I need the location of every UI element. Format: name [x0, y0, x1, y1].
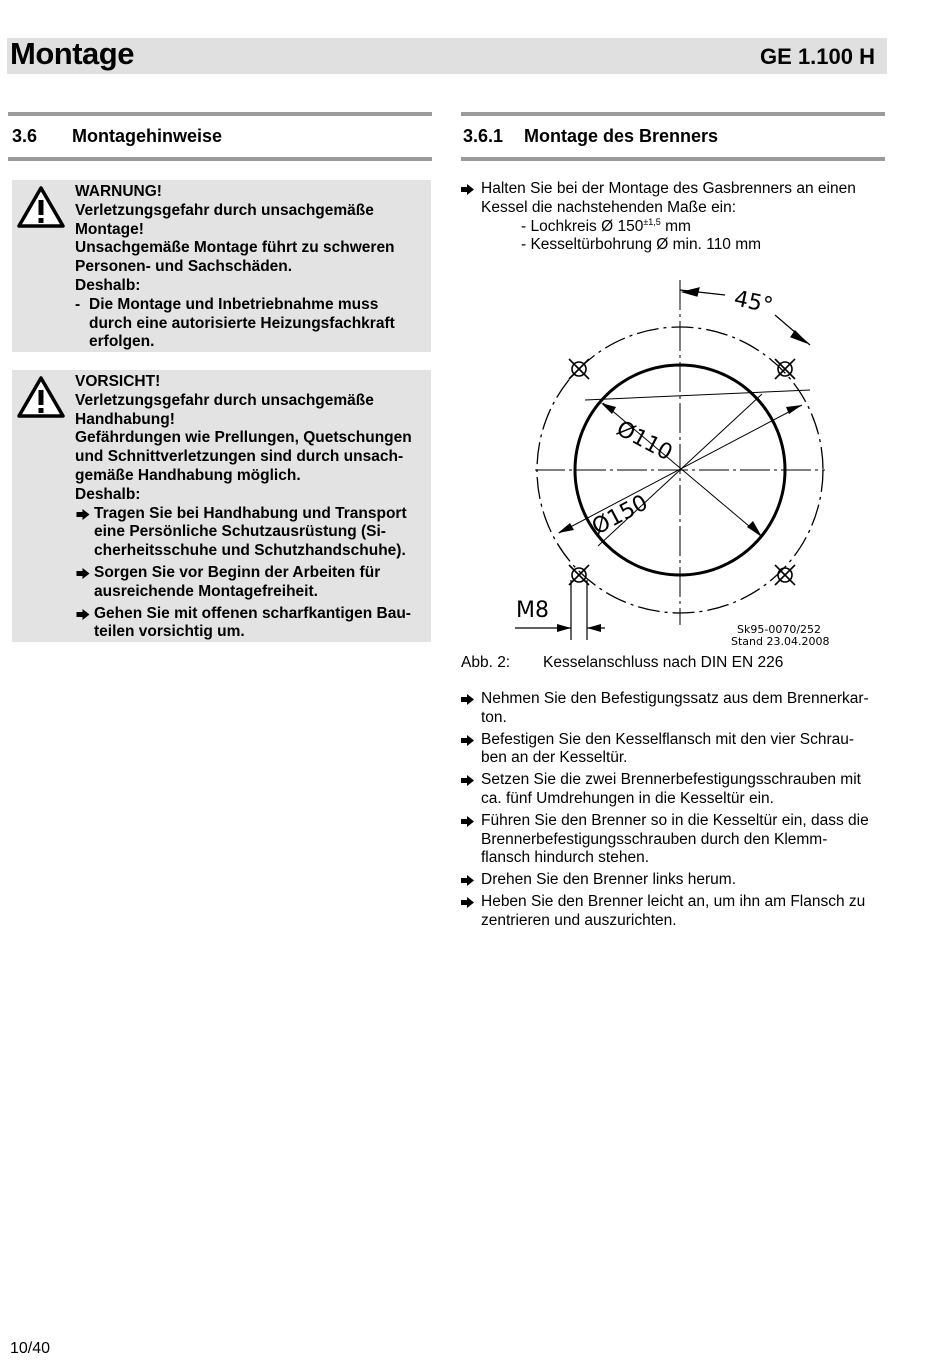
outer-diameter-label: Ø150: [588, 490, 653, 541]
warning-action-line: durch eine autorisierte Heizungsfachkraft: [89, 314, 395, 332]
caution-line: Deshalb:: [75, 485, 141, 503]
caution-box: [12, 370, 431, 642]
step-line: Befestigen Sie den Kesselflansch mit den vier Schrau-: [481, 730, 855, 748]
subsection-rule-top: [461, 112, 885, 116]
subsection-number: 3.6.1: [463, 126, 504, 146]
caution-line: Gefährdungen wie Prellungen, Quetschungen: [75, 429, 412, 447]
model-code: GE 1.100 H: [760, 44, 875, 69]
step-item: [461, 731, 891, 769]
caution-action-item: [75, 564, 427, 602]
step-line: zentrieren und auszurichten.: [481, 911, 677, 929]
angle-label: 45°: [731, 286, 776, 319]
step-line: Führen Sie den Brenner so in die Kesseltür ein, dass die: [481, 811, 869, 829]
intro-step: [461, 180, 891, 258]
intro-item: [461, 180, 891, 255]
caution-line: gemäße Handhabung möglich.: [75, 466, 301, 484]
caution-line: Verletzungsgefahr durch unsachgemäße: [75, 391, 374, 409]
warning-line: Montage!: [75, 220, 144, 238]
hole-circle-text: - Lochkreis Ø 150: [521, 217, 644, 235]
subsection-title: Montage des Brenners: [524, 126, 719, 146]
section-heading: [12, 126, 223, 147]
step-line: Nehmen Sie den Befestigungssatz aus dem Brennerkar-: [481, 690, 869, 707]
page-title: Montage: [10, 36, 134, 71]
arrow-right-icon: [461, 694, 474, 705]
header-bar: [7, 38, 887, 74]
page-number: 10/40: [10, 1340, 51, 1357]
arrow-right-icon: [461, 775, 474, 786]
step-item: [461, 690, 891, 728]
arrow-right-icon: [75, 609, 91, 620]
hole-circle-unit: mm: [660, 217, 691, 235]
warning-box: [12, 180, 431, 352]
caution-line: Handhabung!: [75, 410, 175, 428]
caution-triangle-icon: [16, 375, 66, 419]
warning-action-line: erfolgen.: [89, 333, 155, 351]
arrow-right-icon: [75, 509, 91, 520]
step-line: Setzen Sie die zwei Brennerbefestigungsschrauben mit: [481, 771, 861, 789]
step-line: ca. fünf Umdrehungen in die Kesseltür ein.: [481, 789, 774, 807]
caution-action-line: teilen vorsichtig um.: [94, 623, 245, 641]
subsection-heading: [463, 126, 719, 147]
caution-action-line: cherheitsschuhe und Schutzhandschuhe).: [94, 542, 406, 560]
caption-text: Kesselanschluss nach DIN EN 226: [543, 654, 784, 671]
section-title: Montagehinweise: [72, 126, 223, 146]
step-item: [461, 812, 891, 868]
caution-action-line: Gehen Sie mit offenen scharfkantigen Bau-: [94, 604, 411, 622]
step-line: ben an der Kesseltür.: [481, 749, 628, 767]
caution-action-line: Sorgen Sie vor Beginn der Arbeiten für: [94, 563, 381, 581]
warning-line: Personen- und Sachschäden.: [75, 258, 293, 276]
warning-line: Unsachgemäße Montage führt zu schweren: [75, 239, 395, 257]
door-bore-spec: - Kesseltürbohrung Ø min. 110 mm: [521, 236, 762, 254]
step-item: [461, 871, 891, 890]
dash-marker: -: [75, 295, 81, 313]
caption-label: Abb. 2:: [461, 654, 511, 671]
step-line: Drehen Sie den Brenner links herum.: [481, 871, 737, 889]
arrow-right-icon: [461, 735, 474, 746]
warning-text: [75, 183, 427, 352]
bolt-holes: [569, 359, 795, 585]
boiler-flange-drawing: [505, 275, 840, 647]
drawing-id: Sk95-0070/252: [737, 623, 822, 636]
intro-line: Halten Sie bei der Montage des Gasbrenners an einen: [481, 180, 856, 197]
subsection-rule-bottom: [461, 157, 885, 161]
step-line: ton.: [481, 708, 507, 726]
caution-action-line: Tragen Sie bei Handhabung und Transport: [94, 504, 407, 522]
intro-line: Kessel die nachstehenden Maße ein:: [481, 198, 737, 216]
caution-action-line: ausreichende Montagefreiheit.: [94, 582, 318, 600]
arrow-right-icon: [461, 875, 474, 886]
caution-text: [75, 373, 427, 642]
arrow-right-icon: [461, 816, 474, 827]
warning-action-line: Die Montage und Inbetriebnahme muss: [89, 295, 379, 313]
caution-line: und Schnittverletzungen sind durch unsach-: [75, 448, 404, 466]
section-rule-top: [8, 112, 432, 116]
assembly-steps: [461, 690, 891, 934]
step-line: Brennerbefestigungsschrauben durch den Klemm-: [481, 830, 828, 848]
warning-triangle-icon: [16, 185, 66, 229]
caution-action-item: [75, 605, 427, 643]
step-line: Heben Sie den Brenner leicht an, um ihn am Flansch zu: [481, 892, 866, 910]
warning-action-item: [75, 296, 427, 352]
step-item: [461, 771, 891, 809]
arrow-right-icon: [75, 568, 91, 579]
drawing-date: Stand 23.04.2008: [731, 635, 830, 647]
step-line: flansch hindurch stehen.: [481, 849, 650, 867]
warning-line: Verletzungsgefahr durch unsachgemäße: [75, 201, 374, 219]
caution-line: VORSICHT!: [75, 373, 161, 390]
inner-diameter-label: Ø110: [612, 416, 677, 467]
caution-action-line: eine Persönliche Schutzausrüstung (Si-: [94, 523, 386, 541]
thread-label: M8: [516, 598, 549, 623]
warning-line: WARNUNG!: [75, 183, 162, 200]
arrow-right-icon: [461, 897, 474, 908]
section-rule-bottom: [8, 157, 432, 161]
hole-circle-spec: [481, 218, 891, 237]
figure-caption: [461, 654, 783, 672]
hole-circle-tolerance: ±1,5: [643, 216, 661, 227]
section-number: 3.6: [12, 126, 38, 146]
arrow-right-icon: [461, 184, 474, 195]
warning-line: Deshalb:: [75, 276, 141, 294]
step-item: [461, 893, 891, 931]
caution-action-item: [75, 505, 427, 561]
